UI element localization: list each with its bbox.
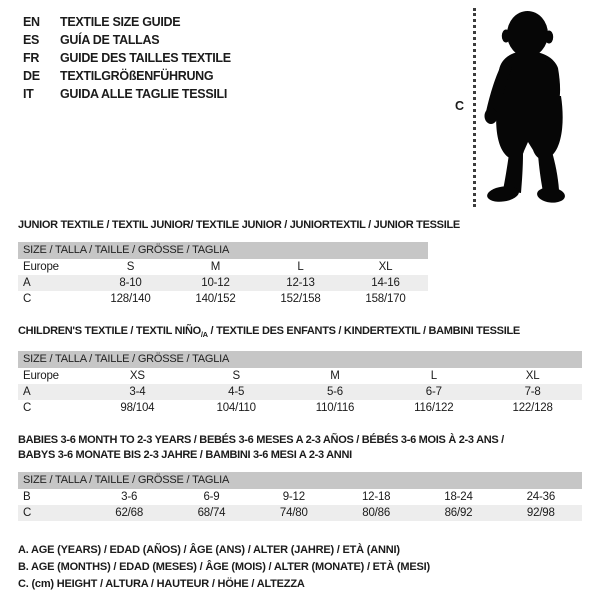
cell-value: S (232, 370, 240, 383)
table-row (18, 275, 428, 291)
cell-value: S (126, 261, 135, 273)
size-grid (18, 489, 582, 521)
row-label: Europe (23, 370, 59, 383)
baby-silhouette-icon (481, 4, 595, 210)
row-label: C (23, 402, 32, 415)
table-row (18, 259, 428, 275)
row-label: B (23, 491, 31, 504)
row-label: C (23, 507, 32, 520)
table-title-text: BABIES 3-6 MONTH TO 2-3 YEARS / BEBÉS 3-6 MESES A 2-3 AÑOS / BÉBÉS 3-6 MOIS À 2-3 ANS / (18, 434, 504, 447)
table-title-text: / TEXTILE DES ENFANTS / KINDERTEXTIL / BAMBINI TESSILE (207, 325, 520, 337)
language-code: EN (23, 15, 40, 29)
table-title-text: BABYS 3-6 MONATE BIS 2-3 JAHRE / BAMBINI 3-6 MESI A 2-3 ANNI (18, 449, 352, 462)
cell-value: 80/86 (362, 507, 391, 520)
legend-note: A. AGE (YEARS) / EDAD (AÑOS) / ÂGE (ANS) / ALTER (JAHRE) / ETÀ (ANNI) (18, 544, 400, 557)
cell-value: 7-8 (524, 386, 541, 399)
cell-value: 3-4 (129, 386, 146, 399)
cell-value: XL (378, 261, 393, 273)
guide-title: TEXTILGRÖßENFÜHRUNG (60, 69, 214, 83)
cell-value: 12-18 (361, 491, 391, 504)
height-measure-line (473, 8, 476, 207)
guide-title: GUIDA ALLE TAGLIE TESSILI (60, 87, 228, 101)
row-label: A (23, 386, 31, 399)
height-marker-label: C (455, 99, 465, 113)
table-row (18, 291, 428, 307)
table-row (18, 400, 582, 416)
baby-figure (0, 0, 600, 214)
cell-value: 68/74 (197, 507, 226, 520)
cell-value: L (430, 370, 437, 383)
guide-title: GUÍA DE TALLAS (60, 33, 160, 47)
cell-value: 5-6 (326, 386, 343, 399)
cell-value: M (330, 370, 340, 383)
legend-note: B. AGE (MONTHS) / EDAD (MESES) / ÂGE (MOIS) / ALTER (MONATE) / ETÀ (MESI) (18, 561, 430, 574)
cell-value: 92/98 (526, 507, 555, 520)
table-row (18, 489, 582, 505)
cell-value: 6-9 (203, 491, 220, 504)
row-label: A (23, 277, 31, 289)
table-row (18, 505, 582, 521)
cell-value: 6-7 (425, 386, 442, 399)
size-grid (18, 368, 582, 416)
size-header-bar: SIZE / TALLA / TAILLE / GRÖSSE / TAGLIA (18, 242, 428, 259)
cell-value: 98/104 (120, 402, 155, 415)
cell-value: L (297, 261, 304, 273)
table-title (18, 433, 582, 463)
size-table (18, 218, 582, 307)
table-title-line (18, 448, 582, 463)
row-label: C (23, 293, 32, 305)
language-code: ES (23, 33, 40, 47)
cell-value: 18-24 (444, 491, 473, 504)
table-row (18, 368, 582, 384)
table-title (18, 324, 582, 342)
table-title-text: JUNIOR TEXTILE / TEXTIL JUNIOR/ TEXTILE JUNIOR / JUNIORTEXTIL / JUNIOR TESSILE (18, 219, 460, 231)
cell-value: XS (129, 370, 145, 383)
cell-value: 122/128 (512, 402, 553, 415)
language-code: IT (23, 87, 34, 101)
cell-value: 9-12 (282, 491, 305, 504)
cell-value: 152/158 (280, 293, 321, 305)
cell-value: 140/152 (195, 293, 236, 305)
language-code: DE (23, 69, 40, 83)
size-table (18, 433, 582, 521)
table-row (18, 384, 582, 400)
table-title-text: CHILDREN'S TEXTILE / TEXTIL NIÑO (18, 325, 201, 337)
language-code: FR (23, 51, 40, 65)
cell-value: 10-12 (201, 277, 230, 289)
size-header-bar: SIZE / TALLA / TAILLE / GRÖSSE / TAGLIA (18, 351, 582, 368)
row-label: Europe (23, 261, 59, 273)
cell-value: 86/92 (444, 507, 473, 520)
header-section (0, 0, 600, 214)
table-title (18, 218, 582, 233)
cell-value: 128/140 (110, 293, 151, 305)
cell-value: 8-10 (119, 277, 142, 289)
cell-value: 14-16 (371, 277, 400, 289)
cell-value: 104/110 (216, 402, 256, 415)
cell-value: 74/80 (279, 507, 308, 520)
legend-note: C. (cm) HEIGHT / ALTURA / HAUTEUR / HÖHE / ALTEZZA (18, 578, 305, 591)
cell-value: 4-5 (228, 386, 245, 399)
cell-value: 62/68 (115, 507, 144, 520)
cell-value: 24-36 (526, 491, 556, 504)
table-title-line (18, 433, 582, 448)
size-grid (18, 259, 428, 307)
cell-value: 116/122 (414, 402, 454, 415)
cell-value: M (210, 261, 221, 273)
cell-value: 3-6 (121, 491, 138, 504)
cell-value: XL (525, 370, 540, 383)
guide-title: TEXTILE SIZE GUIDE (60, 15, 181, 29)
cell-value: 158/170 (365, 293, 406, 305)
cell-value: 12-13 (286, 277, 315, 289)
size-table (18, 324, 582, 416)
legend-notes (0, 542, 600, 593)
table-title-text: /A (200, 330, 208, 340)
cell-value: 110/116 (315, 402, 355, 415)
table-title-line (18, 324, 582, 342)
table-title-line (18, 218, 582, 233)
guide-title: GUIDE DES TAILLES TEXTILE (60, 51, 231, 65)
tables-section (0, 218, 600, 521)
size-header-bar: SIZE / TALLA / TAILLE / GRÖSSE / TAGLIA (18, 472, 582, 489)
